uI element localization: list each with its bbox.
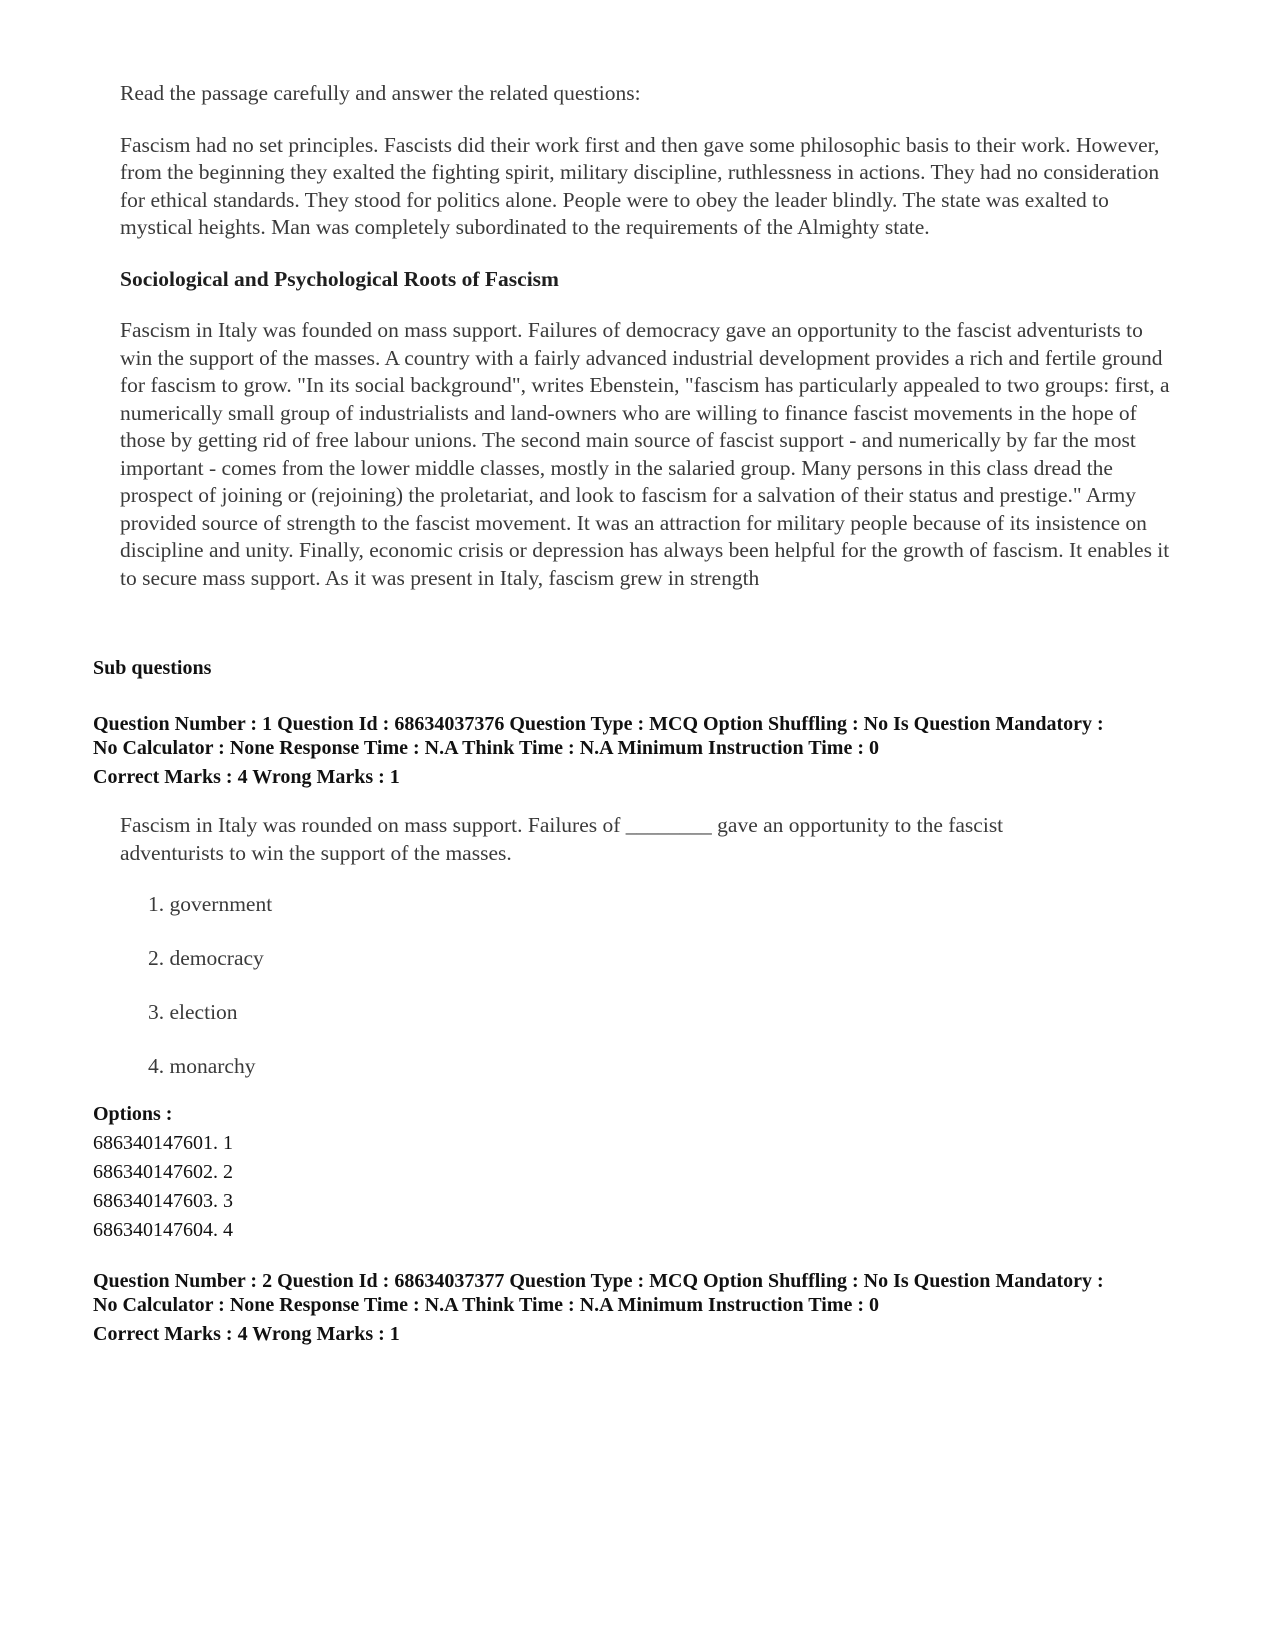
passage-paragraph-1: Fascism had no set principles. Fascists did their work first and then gave some philosophic basis to their work. However, from the beginning they exalted the fighting spirit, military discipline, ruthlessness in actions. They had no consideration for ethical standards. They stood for politics alone. People were to obey the leader blindly. The state was exalted to mystical heights. Man was completely subordinated to the requirements of the Almighty state. xyxy=(120,132,1160,239)
choice-item: 4. monarchy xyxy=(148,1054,256,1078)
option-item: 686340147603. 3 xyxy=(93,1190,233,1212)
option-item: 686340147602. 2 xyxy=(93,1161,233,1183)
question-1-text xyxy=(120,812,1180,867)
question-2-meta-line-1: Question Number : 2 Question Id : 68634037377 Question Type : MCQ Option Shuffling : No Is Question Mandatory : xyxy=(93,1270,1104,1292)
question-2-marks: Correct Marks : 4 Wrong Marks : 1 xyxy=(93,1323,400,1345)
question-1-meta-line-2: No Calculator : None Response Time : N.A Think Time : N.A Minimum Instruction Time : 0 xyxy=(93,737,879,759)
question-2-meta-line-2: No Calculator : None Response Time : N.A Think Time : N.A Minimum Instruction Time : 0 xyxy=(93,1294,879,1316)
question-1-text-line-1: Fascism in Italy was rounded on mass support. Failures of ________ gave an opportunity to the fascist xyxy=(120,813,1004,837)
choice-item: 3. election xyxy=(148,1000,238,1024)
passage-intro: Read the passage carefully and answer the related questions: xyxy=(120,81,641,105)
question-1-text-line-2: adventurists to win the support of the masses. xyxy=(120,840,512,865)
question-2-meta xyxy=(93,1269,1193,1346)
choice-item: 2. democracy xyxy=(148,946,264,970)
option-item: 686340147604. 4 xyxy=(93,1219,233,1241)
question-1-meta xyxy=(93,712,1193,789)
passage xyxy=(120,80,1180,592)
question-1-choices xyxy=(148,891,272,1107)
question-1-options xyxy=(93,1100,233,1245)
options-label: Options : xyxy=(93,1103,173,1125)
option-item: 686340147601. 1 xyxy=(93,1132,233,1154)
question-1-marks: Correct Marks : 4 Wrong Marks : 1 xyxy=(93,766,400,788)
choice-item: 1. government xyxy=(148,892,273,916)
passage-heading: Sociological and Psychological Roots of Fascism xyxy=(120,266,559,291)
passage-paragraph-2: Fascism in Italy was founded on mass support. Failures of democracy gave an opportunity to the fascist adventurists to win the support of the masses. A country with a fairly advanced industrial development provides a rich and fertile ground for fascism to grow. "In its social background", writes Ebenstein, "fascism has particularly appealed to two groups: first, a numerically small group of industrialists and land-owners who are willing to finance fascist movements in the hope of those by getting rid of free labour unions. The second main source of fascist support - and numerically by far the most important - comes from the lower middle classes, mostly in the salaried group. Many persons in this class dread the prospect of joining or (rejoining) the proletariat, and look to fascism for a salvation of their status and prestige." Army provided source of strength to the fascist movement. It was an attraction for military people because of its insistence on discipline and unity. Finally, economic crisis or depression has always been helpful for the growth of fascism. It enables it to secure mass support. As it was present in Italy, fascism grew in strength xyxy=(120,318,1170,590)
question-1-meta-line-1: Question Number : 1 Question Id : 68634037376 Question Type : MCQ Option Shuffling : No Is Question Mandatory : xyxy=(93,713,1104,735)
sub-questions-label: Sub questions xyxy=(93,657,212,679)
